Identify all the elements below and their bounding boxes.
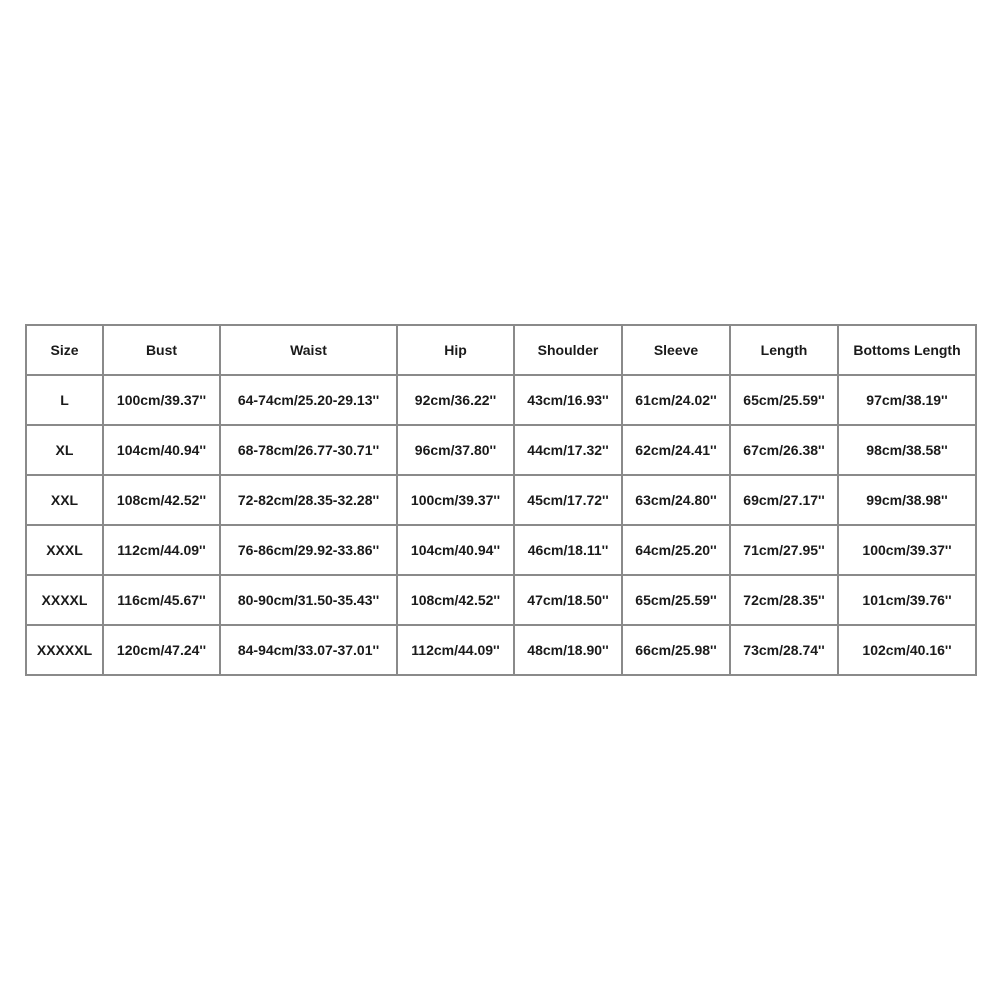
cell-bust: 100cm/39.37'' xyxy=(103,375,220,425)
cell-length: 72cm/28.35'' xyxy=(730,575,838,625)
cell-hip: 108cm/42.52'' xyxy=(397,575,514,625)
cell-hip: 100cm/39.37'' xyxy=(397,475,514,525)
header-row xyxy=(26,325,976,375)
cell-hip: 104cm/40.94'' xyxy=(397,525,514,575)
cell-bust: 120cm/47.24'' xyxy=(103,625,220,675)
cell-length: 69cm/27.17'' xyxy=(730,475,838,525)
table-row xyxy=(26,625,976,675)
cell-sleeve: 62cm/24.41'' xyxy=(622,425,730,475)
cell-size: XL xyxy=(26,425,103,475)
header-bust: Bust xyxy=(103,325,220,375)
cell-waist: 80-90cm/31.50-35.43'' xyxy=(220,575,397,625)
cell-length: 67cm/26.38'' xyxy=(730,425,838,475)
cell-bust: 108cm/42.52'' xyxy=(103,475,220,525)
table-row xyxy=(26,575,976,625)
cell-bust: 112cm/44.09'' xyxy=(103,525,220,575)
table-row xyxy=(26,375,976,425)
cell-sleeve: 64cm/25.20'' xyxy=(622,525,730,575)
cell-size: XXXXXL xyxy=(26,625,103,675)
header-bottoms-length: Bottoms Length xyxy=(838,325,976,375)
cell-sleeve: 63cm/24.80'' xyxy=(622,475,730,525)
cell-size: L xyxy=(26,375,103,425)
header-length: Length xyxy=(730,325,838,375)
header-sleeve: Sleeve xyxy=(622,325,730,375)
cell-shoulder: 45cm/17.72'' xyxy=(514,475,622,525)
cell-length: 65cm/25.59'' xyxy=(730,375,838,425)
header-hip: Hip xyxy=(397,325,514,375)
cell-bust: 104cm/40.94'' xyxy=(103,425,220,475)
cell-size: XXXXL xyxy=(26,575,103,625)
cell-sleeve: 61cm/24.02'' xyxy=(622,375,730,425)
cell-length: 73cm/28.74'' xyxy=(730,625,838,675)
cell-bust: 116cm/45.67'' xyxy=(103,575,220,625)
cell-hip: 96cm/37.80'' xyxy=(397,425,514,475)
cell-bottoms-length: 100cm/39.37'' xyxy=(838,525,976,575)
cell-waist: 84-94cm/33.07-37.01'' xyxy=(220,625,397,675)
cell-shoulder: 46cm/18.11'' xyxy=(514,525,622,575)
cell-hip: 112cm/44.09'' xyxy=(397,625,514,675)
cell-shoulder: 44cm/17.32'' xyxy=(514,425,622,475)
cell-length: 71cm/27.95'' xyxy=(730,525,838,575)
cell-size: XXL xyxy=(26,475,103,525)
size-chart-table xyxy=(25,324,977,676)
table-row xyxy=(26,425,976,475)
cell-hip: 92cm/36.22'' xyxy=(397,375,514,425)
header-waist: Waist xyxy=(220,325,397,375)
cell-sleeve: 65cm/25.59'' xyxy=(622,575,730,625)
cell-size: XXXL xyxy=(26,525,103,575)
cell-bottoms-length: 98cm/38.58'' xyxy=(838,425,976,475)
cell-shoulder: 47cm/18.50'' xyxy=(514,575,622,625)
cell-bottoms-length: 97cm/38.19'' xyxy=(838,375,976,425)
cell-bottoms-length: 99cm/38.98'' xyxy=(838,475,976,525)
table-row xyxy=(26,525,976,575)
cell-waist: 68-78cm/26.77-30.71'' xyxy=(220,425,397,475)
header-shoulder: Shoulder xyxy=(514,325,622,375)
cell-sleeve: 66cm/25.98'' xyxy=(622,625,730,675)
cell-waist: 72-82cm/28.35-32.28'' xyxy=(220,475,397,525)
cell-bottoms-length: 102cm/40.16'' xyxy=(838,625,976,675)
cell-bottoms-length: 101cm/39.76'' xyxy=(838,575,976,625)
cell-waist: 64-74cm/25.20-29.13'' xyxy=(220,375,397,425)
header-size: Size xyxy=(26,325,103,375)
cell-shoulder: 43cm/16.93'' xyxy=(514,375,622,425)
cell-shoulder: 48cm/18.90'' xyxy=(514,625,622,675)
table-row xyxy=(26,475,976,525)
cell-waist: 76-86cm/29.92-33.86'' xyxy=(220,525,397,575)
